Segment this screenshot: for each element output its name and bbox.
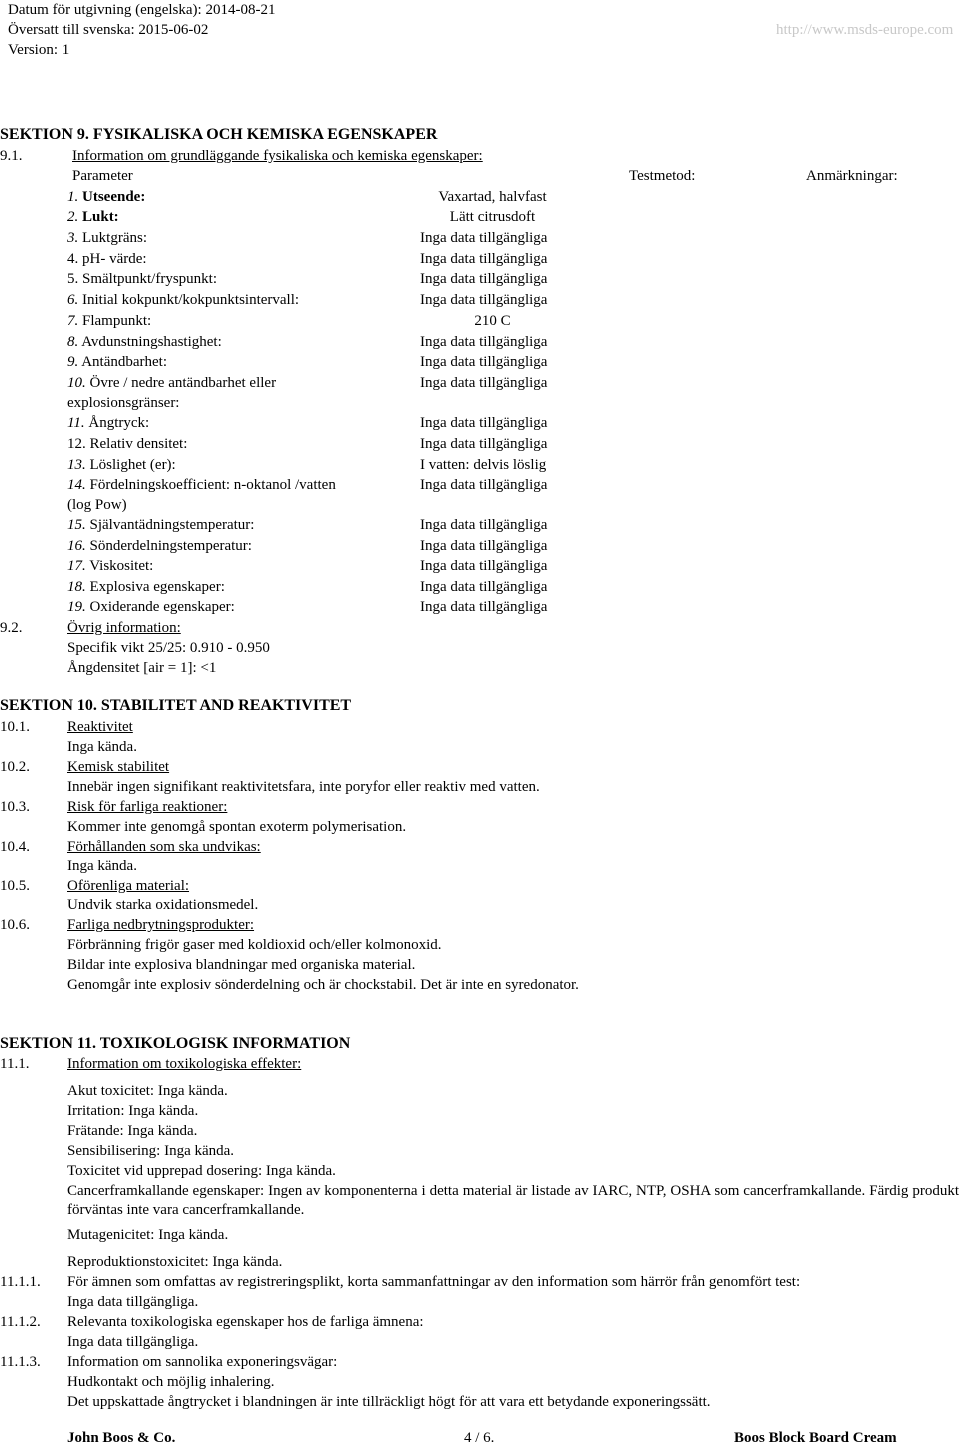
section-11-1-number: 11.1. [0, 1056, 30, 1072]
section-10-4-title: Förhållanden som ska undvikas: [67, 839, 261, 855]
property-number: 19. [67, 599, 86, 615]
property-value: Inga data tillgängliga [420, 375, 548, 391]
property-row [0, 374, 960, 394]
property-label: pH- värde: [82, 251, 147, 267]
section-11-1-3-value: Hudkontakt och möjlig inhalering. [67, 1374, 275, 1390]
reproductive-toxicity-text: Reproduktionstoxicitet: Inga kända. [67, 1254, 283, 1270]
property-value: Inga data tillgängliga [420, 230, 548, 246]
section-9-1-title: Information om grundläggande fysikaliska och kemiska egenskaper: [72, 148, 483, 164]
property-label: Oxiderande egenskaper: [89, 599, 235, 615]
property-number: 16. [67, 538, 86, 554]
header-date-translated: Översatt till svenska: 2015-06-02 [8, 22, 209, 38]
property-row [0, 537, 960, 557]
property-number: 2. [67, 209, 79, 225]
property-label: Smältpunkt/fryspunkt: [82, 271, 217, 287]
property-row [0, 435, 960, 455]
section-11-1-1-text: För ämnen som omfattas av registreringsplikt, korta sammanfattningar av den information som härrör från genomfört test: [67, 1274, 801, 1290]
corrosive-text: Frätande: Inga kända. [67, 1123, 198, 1139]
section-10-3-title: Risk för farliga reaktioner: [67, 799, 228, 815]
section-10-6-text: Förbränning frigör gaser med koldioxid och/eller kolmonoxid. [67, 937, 442, 953]
section-10-5-number: 10.5. [0, 878, 30, 894]
column-header-parameter: Parameter [72, 168, 133, 184]
section-10-4-number: 10.4. [0, 839, 30, 855]
property-value: Inga data tillgängliga [420, 271, 548, 287]
footer-company: John Boos & Co. [67, 1430, 176, 1446]
property-row [0, 270, 960, 290]
section-10-1-title: Reaktivitet [67, 719, 133, 735]
property-row [0, 333, 960, 353]
property-row-continuation [0, 496, 960, 516]
section-11-title: SEKTION 11. TOXIKOLOGISK INFORMATION [0, 1035, 351, 1052]
section-10-1-number: 10.1. [0, 719, 30, 735]
property-number: 18. [67, 579, 86, 595]
footer-page-number: 4 / 6. [464, 1430, 495, 1446]
property-row [0, 578, 960, 598]
section-10-3-number: 10.3. [0, 799, 30, 815]
property-label: Övre / nedre antändbarhet eller [89, 375, 277, 391]
property-label: Löslighet (er): [89, 457, 176, 473]
acute-toxicity-text: Akut toxicitet: Inga kända. [67, 1083, 228, 1099]
property-number: 8. [67, 334, 79, 350]
section-11-1-2-text: Relevanta toxikologiska egenskaper hos de farliga ämnena: [67, 1314, 424, 1330]
property-label: Självantädningstemperatur: [89, 517, 255, 533]
property-label: Ångtryck: [88, 415, 150, 431]
footer-product-name: Boos Block Board Cream [734, 1430, 897, 1446]
property-value: Inga data tillgängliga [420, 599, 548, 615]
section-10-5-text: Undvik starka oxidationsmedel. [67, 897, 259, 913]
property-number: 5. [67, 271, 79, 287]
property-number: 11. [67, 415, 85, 431]
property-label: Explosiva egenskaper: [89, 579, 225, 595]
property-row [0, 598, 960, 618]
property-value: Inga data tillgängliga [420, 292, 548, 308]
section-11-1-2-value: Inga data tillgängliga. [67, 1334, 199, 1350]
section-10-2-number: 10.2. [0, 759, 30, 775]
property-number: 12. [67, 436, 86, 452]
section-11-1-1-value: Inga data tillgängliga. [67, 1294, 199, 1310]
property-label-continued: explosionsgränser: [67, 395, 180, 411]
property-value: Inga data tillgängliga [420, 334, 548, 350]
section-10-1-text: Inga kända. [67, 739, 137, 755]
property-row [0, 229, 960, 249]
property-row [0, 353, 960, 373]
property-number: 7. [67, 313, 79, 329]
section-11-1-3-text: Information om sannolika exponeringsvägar: [67, 1354, 338, 1370]
property-value: Inga data tillgängliga [420, 517, 548, 533]
property-row [0, 250, 960, 270]
property-label: Flampunkt: [82, 313, 152, 329]
property-label: Luktgräns: [82, 230, 147, 246]
property-label: Viskositet: [89, 558, 154, 574]
section-11-1-2-number: 11.1.2. [0, 1314, 41, 1330]
property-label: Lukt: [82, 209, 119, 225]
property-label: Utseende: [82, 189, 146, 205]
property-row [0, 557, 960, 577]
property-value: Lätt citrusdoft [449, 209, 536, 225]
property-label: Relativ densitet: [89, 436, 188, 452]
section-10-5-title: Oförenliga material: [67, 878, 190, 894]
property-number: 13. [67, 457, 86, 473]
section-10-6-title: Farliga nedbrytningsprodukter: [67, 917, 255, 933]
property-number: 17. [67, 558, 86, 574]
property-label: Fördelningskoefficient: n-oktanol /vatten [89, 477, 336, 493]
property-number: 6. [67, 292, 79, 308]
section-9-title: SEKTION 9. FYSIKALISKA OCH KEMISKA EGENSKAPER [0, 126, 438, 143]
property-number: 4. [67, 251, 79, 267]
repeated-dose-text: Toxicitet vid upprepad dosering: Inga kända. [67, 1163, 336, 1179]
column-header-notes: Anmärkningar: [806, 168, 898, 184]
section-11-1-3-value-2: Det uppskattade ångtrycket i blandningen är inte tillräckligt högt för att vara ett betydande exponeringssätt. [67, 1394, 711, 1410]
section-10-2-title: Kemisk stabilitet [67, 759, 170, 775]
property-row [0, 456, 960, 476]
vapor-density-text: Ångdensitet [air = 1]: <1 [67, 660, 217, 676]
property-value: Inga data tillgängliga [420, 558, 548, 574]
irritation-text: Irritation: Inga kända. [67, 1103, 199, 1119]
property-row [0, 188, 960, 208]
header-url-link[interactable]: http://www.msds-europe.com [776, 22, 954, 38]
mutagenicity-text: Mutagenicitet: Inga kända. [67, 1227, 229, 1243]
property-number: 3. [67, 230, 79, 246]
sensitization-text: Sensibilisering: Inga kända. [67, 1143, 235, 1159]
section-11-1-3-number: 11.1.3. [0, 1354, 41, 1370]
property-number: 15. [67, 517, 86, 533]
property-number: 1. [67, 189, 79, 205]
property-label: Initial kokpunkt/kokpunktsintervall: [82, 292, 300, 308]
section-9-2-number: 9.2. [0, 620, 23, 636]
property-number: 14. [67, 477, 86, 493]
property-value: 210 C [474, 313, 511, 329]
property-row [0, 208, 960, 228]
section-10-3-text: Kommer inte genomgå spontan exoterm polymerisation. [67, 819, 407, 835]
specific-gravity-text: Specifik vikt 25/25: 0.910 - 0.950 [67, 640, 270, 656]
section-10-6-number: 10.6. [0, 917, 30, 933]
property-row [0, 312, 960, 332]
property-row [0, 291, 960, 311]
section-9-1-number: 9.1. [0, 148, 23, 164]
header-version: Version: 1 [8, 42, 70, 58]
property-row-continuation [0, 394, 960, 414]
property-value: Inga data tillgängliga [420, 477, 548, 493]
property-label-continued: (log Pow) [67, 497, 127, 513]
property-number: 9. [67, 354, 79, 370]
column-header-testmethod: Testmetod: [629, 168, 696, 184]
property-label: Antändbarhet: [81, 354, 167, 370]
section-9-2-title: Övrig information: [67, 620, 181, 636]
property-value: Inga data tillgängliga [420, 579, 548, 595]
property-row [0, 476, 960, 496]
property-row [0, 414, 960, 434]
section-11-1-1-number: 11.1.1. [0, 1274, 41, 1290]
section-10-title: SEKTION 10. STABILITET AND REAKTIVITET [0, 697, 352, 714]
section-10-6-text-2: Bildar inte explosiva blandningar med organiska material. [67, 957, 416, 973]
property-value: Inga data tillgängliga [420, 251, 548, 267]
section-10-6-text-3: Genomgår inte explosiv sönderdelning och är chockstabil. Det är inte en syredonator. [67, 977, 579, 993]
property-value: Inga data tillgängliga [420, 538, 548, 554]
property-value: I vatten: delvis löslig [420, 457, 547, 473]
carcinogenicity-text: Cancerframkallande egenskaper: Ingen av komponenterna i detta material är listade av IARC, NTP, OSHA som cancerframkallande. Färdig produkt förväntas inte vara cancerframkallande. [67, 1183, 959, 1218]
section-10-2-text: Innebär ingen signifikant reaktivitetsfara, inte poryfor eller reaktiv med vatten. [67, 779, 540, 795]
property-row [0, 516, 960, 536]
property-value: Inga data tillgängliga [420, 415, 548, 431]
property-label: Sönderdelningstemperatur: [89, 538, 252, 554]
property-number: 10. [67, 375, 86, 391]
property-value: Inga data tillgängliga [420, 436, 548, 452]
section-10-4-text: Inga kända. [67, 858, 137, 874]
section-11-1-title: Information om toxikologiska effekter: [67, 1056, 302, 1072]
property-value: Inga data tillgängliga [420, 354, 548, 370]
property-label: Avdunstningshastighet: [81, 334, 222, 350]
header-date-issued: Datum för utgivning (engelska): 2014-08-21 [8, 2, 276, 18]
property-value: Vaxartad, halvfast [438, 189, 547, 205]
